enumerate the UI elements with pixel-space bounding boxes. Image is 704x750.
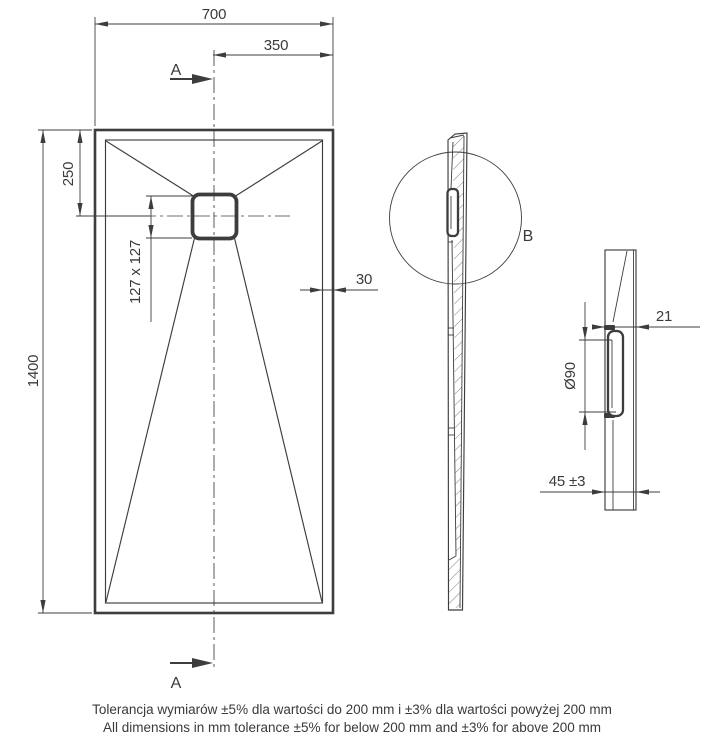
dim-label-d90: Ø90 [562, 362, 579, 390]
tolerance-note-en: All dimensions in mm tolerance ±5% for below 200 mm and ±3% for above 200 mm [102, 720, 602, 735]
tolerance-notes [92, 702, 612, 735]
dim-350 [213, 37, 333, 58]
detail-drain-body [608, 331, 623, 416]
dim-label-700: 700 [201, 6, 227, 23]
detail-label-b: B [522, 228, 534, 245]
section-label-a-bottom: A [170, 675, 182, 692]
detail-drain-flange-top [604, 325, 615, 330]
dim-label-45: 45 ±3 [548, 473, 586, 490]
dim-label-1400: 1400 [25, 354, 42, 388]
side-drain [448, 189, 459, 236]
detail-view [604, 250, 636, 510]
tolerance-note-pl: Tolerancja wymiarów ±5% dla wartości do 200 mm i ±3% dla wartości powyżej 200 mm [92, 702, 612, 717]
dim-45 [540, 473, 660, 495]
side-view [390, 133, 534, 610]
section-arrow-a-top [170, 62, 213, 84]
dim-label-127x127: 127 x 127 [127, 239, 144, 305]
dim-label-21: 21 [655, 308, 673, 325]
plan-view [95, 50, 333, 668]
dim-1400 [25, 130, 92, 613]
dim-label-250: 250 [60, 161, 77, 187]
section-label-a-top: A [170, 62, 182, 79]
dim-label-350: 350 [263, 37, 289, 54]
section-arrow-a-bottom [170, 658, 213, 692]
dim-label-30: 30 [355, 271, 373, 288]
